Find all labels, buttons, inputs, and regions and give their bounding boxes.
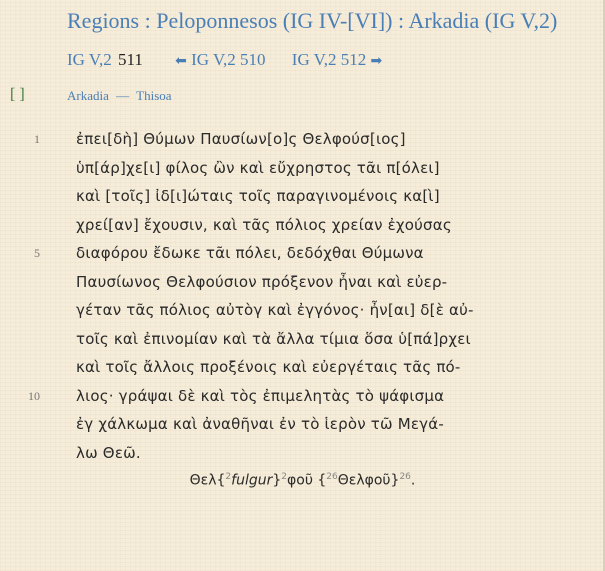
inscription-line — [0, 212, 605, 240]
breadcrumb-separator: : — [398, 8, 405, 33]
inscription-line — [0, 411, 605, 439]
line-text: χρεί[αν] ἔχουσιν, καὶ τᾶς πόλιος χρείαν ἐχούσας — [76, 215, 452, 234]
inscription-line — [0, 240, 605, 268]
line-number: 10 — [28, 388, 40, 403]
line-text: λιος· γράψαι δὲ καὶ τὸς ἐπιμελητὰς τὸ ψάφισμα — [76, 386, 445, 405]
apparatus-criticus — [0, 472, 605, 489]
previous-inscription-link[interactable] — [175, 50, 270, 69]
breadcrumb-regions-link[interactable]: Regions — [67, 8, 140, 33]
inscription-line — [0, 354, 605, 382]
apparatus-fulgur: fulgur — [231, 472, 273, 489]
apparatus-part: . — [410, 472, 416, 489]
breadcrumb — [67, 8, 557, 34]
breadcrumb-peloponnesos-link[interactable]: Peloponnesos (IG IV-[VI]) — [156, 8, 393, 33]
line-text: ἐγ χάλκωμα καὶ ἀναθῆναι ἐν τὸ ἱερὸν τῶ Μεγά- — [76, 415, 444, 433]
inscription-line — [0, 183, 605, 211]
inscription-line — [0, 297, 605, 325]
line-number: 1 — [34, 132, 40, 146]
inscription-line — [0, 155, 605, 183]
line-text: λω Θεῶ. — [76, 443, 141, 462]
line-text: τοῖς καὶ ἐπινομίαν καὶ τὰ ἄλλα τίμια ὅσα ὑ[πά]ρχει — [76, 329, 471, 348]
line-text: ἐπει[δὴ] Θύμων Παυσίων[ο]ς Θελφούσ[ιος] — [76, 130, 406, 148]
line-text: Παυσίωνος Θελφούσιον πρόξενον ἦναι καὶ εὐερ- — [76, 272, 448, 291]
previous-inscription-label: IG V,2 510 — [191, 50, 266, 69]
breadcrumb-arkadia-link[interactable]: Arkadia (IG V,2) — [408, 8, 558, 33]
apparatus-part: } — [272, 472, 282, 489]
apparatus-note-ref: 2 — [281, 472, 288, 482]
line-text: ὑπ[άρ]χε[ι] φίλος ὢν καὶ εὔχρηστος τᾶι π[όλει] — [76, 158, 440, 177]
line-text: καὶ [τοῖς] ἰδ[ι]ώταις τοῖς παραγινομένοις κα[ὶ] — [76, 187, 440, 205]
place-thisoa-link[interactable]: Thisoa — [136, 88, 172, 103]
inscription-line — [0, 126, 605, 154]
region-line — [67, 88, 172, 104]
line-number: 5 — [34, 246, 40, 260]
arrow-right-icon: ➡ — [370, 53, 383, 69]
apparatus-note-ref: 26 — [399, 472, 411, 482]
next-inscription-label: IG V,2 512 — [291, 50, 367, 69]
arrow-left-icon: ⬅ — [175, 53, 187, 69]
inscription-line — [0, 326, 605, 354]
apparatus-note-ref: 2 — [225, 472, 232, 482]
apparatus-note-ref: 26 — [326, 472, 338, 482]
current-inscription-label: IG V,2 — [67, 50, 112, 69]
bracket-toggle[interactable]: [ ] — [10, 86, 25, 103]
next-inscription-link[interactable] — [292, 50, 382, 69]
apparatus-part: Θελφοῦ} — [337, 472, 400, 489]
inscription-line — [0, 383, 605, 411]
inscription-navigation — [67, 50, 382, 70]
apparatus-part: Θελ{ — [189, 472, 226, 489]
inscription-line — [0, 440, 605, 468]
breadcrumb-separator: : — [144, 8, 151, 33]
inscription-line — [0, 269, 605, 297]
region-arkadia-link[interactable]: Arkadia — [67, 88, 109, 103]
current-inscription-number: 511 — [117, 50, 143, 69]
region-separator: — — [116, 88, 130, 103]
line-text: διαφόρου ἔδωκε τᾶι πόλει, δεδόχθαι Θύμωνα — [76, 244, 424, 262]
line-text: καὶ τοῖς ἄλλοις προξένοις καὶ εὐεργέταις τᾶς πό- — [76, 358, 461, 376]
apparatus-part: φοῦ { — [287, 472, 327, 489]
line-text: γέταν τᾶς πόλιος αὐτὸγ καὶ ἐγγόνος· ἦν[αι] δ[ὲ αὐ- — [76, 301, 474, 319]
